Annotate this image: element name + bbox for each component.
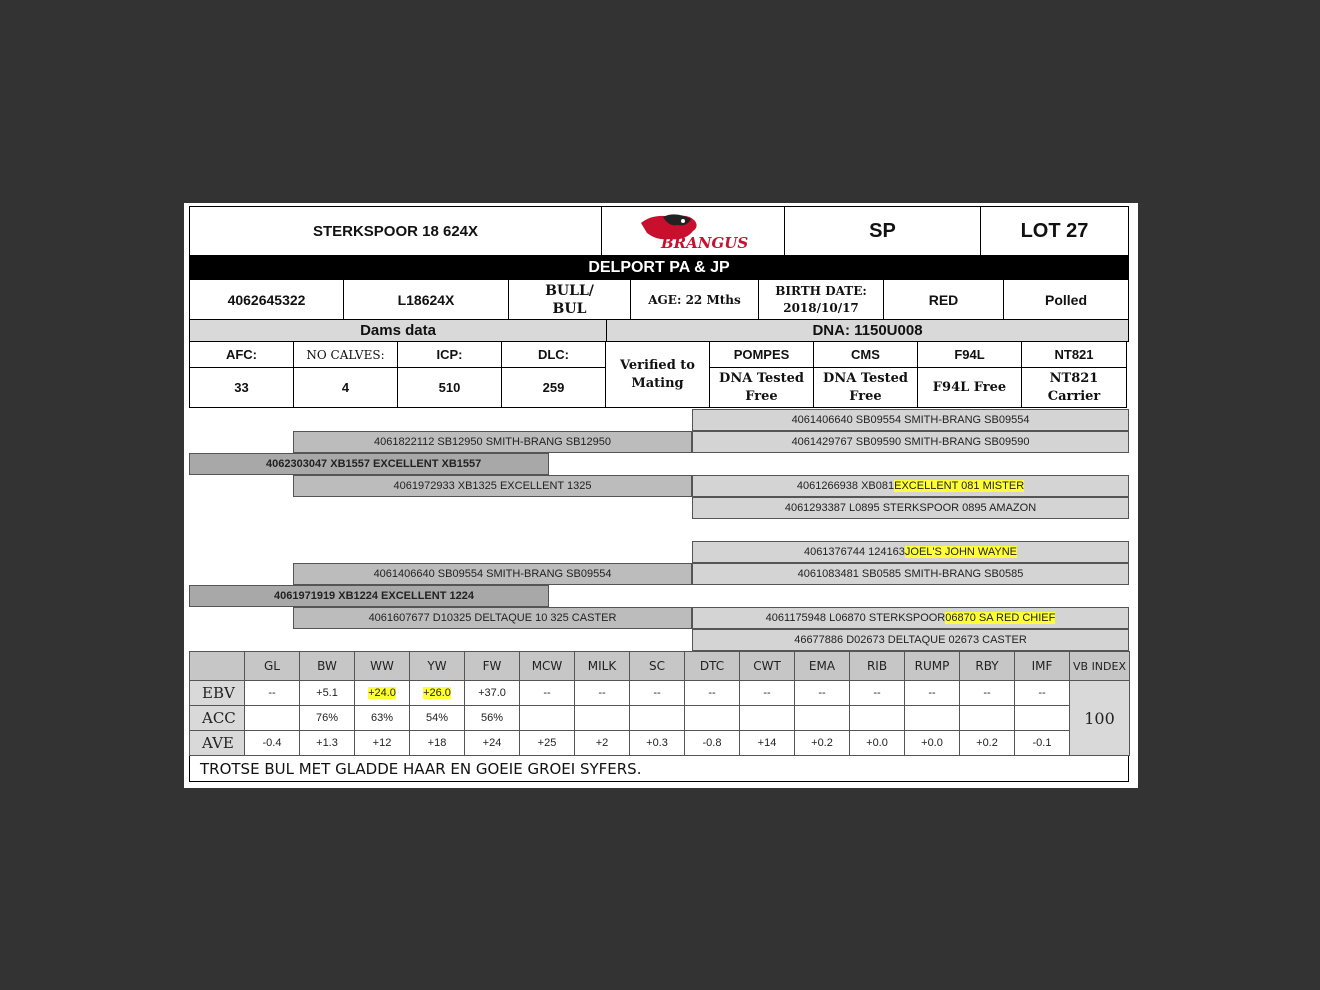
verified-to-mating: Verified to Mating	[606, 342, 710, 408]
ebv-column-header: RIB	[850, 652, 905, 681]
ebv-cell: +18	[410, 731, 465, 756]
ebv-cell	[355, 681, 410, 706]
ebv-cell: --	[575, 681, 630, 706]
ebv-cell	[795, 706, 850, 731]
animal-id: 4062645322	[190, 280, 344, 320]
ebv-cell: +12	[355, 731, 410, 756]
vb-index-header: VB INDEX	[1070, 652, 1130, 681]
ebv-cell	[1015, 706, 1070, 731]
ebv-cell: --	[960, 681, 1015, 706]
ebv-cell	[630, 706, 685, 731]
vb-index-value: 100	[1070, 681, 1130, 756]
pedigree-dam-dam: 4061607677 D10325 DELTAQUE 10 325 CASTER	[293, 607, 692, 629]
calves-value: 4	[294, 368, 398, 408]
ebv-cell	[575, 706, 630, 731]
ebv-column-header: RUMP	[905, 652, 960, 681]
sex: BULL/ BUL	[509, 280, 631, 320]
pedigree-dam: 4061971919 XB1224 EXCELLENT 1224	[189, 585, 549, 607]
ebv-cell: --	[795, 681, 850, 706]
highlighted-value: +24.0	[368, 687, 396, 699]
lot-number: LOT 27	[981, 206, 1128, 256]
ebv-cell: --	[520, 681, 575, 706]
animal-name: STERKSPOOR 18 624X	[190, 206, 602, 256]
pedigree-sire-sire: 4061822112 SB12950 SMITH-BRANG SB12950	[293, 431, 692, 453]
dna-test-name: POMPES	[710, 342, 814, 368]
ebv-cell: --	[685, 681, 740, 706]
bull-head-icon	[633, 211, 753, 251]
pedigree-sire-dam-dam: 4061293387 L0895 STERKSPOOR 0895 AMAZON	[692, 497, 1129, 519]
ebv-cell	[685, 706, 740, 731]
ebv-cell: 76%	[300, 706, 355, 731]
dlc-value: 259	[502, 368, 606, 408]
prefix-code: SP	[785, 206, 981, 256]
lot-card-sheet	[184, 203, 1138, 788]
ebv-column-header: BW	[300, 652, 355, 681]
ebv-cell: --	[630, 681, 685, 706]
ebv-cell: --	[905, 681, 960, 706]
calves-label: NO CALVES:	[294, 342, 398, 368]
pedigree-sire-sire-dam: 4061429767 SB09590 SMITH-BRANG SB09590	[692, 431, 1129, 453]
ebv-cell: +5.1	[300, 681, 355, 706]
ebv-row-label: ACC	[190, 706, 245, 731]
ebv-cell: +0.2	[795, 731, 850, 756]
svg-text:BRANGUS: BRANGUS	[661, 234, 749, 251]
pedigree-dam-sire-dam: 4061083481 SB0585 SMITH-BRANG SB0585	[692, 563, 1129, 585]
ebv-cell: +0.0	[905, 731, 960, 756]
ebv-column-header: FW	[465, 652, 520, 681]
ebv-column-header: GL	[245, 652, 300, 681]
highlighted-value: +26.0	[423, 687, 451, 699]
dna-header: DNA: 1150U008	[607, 320, 1128, 342]
ebv-column-header: SC	[630, 652, 685, 681]
ebv-cell: --	[1015, 681, 1070, 706]
pedigree-sire-dam: 4061972933 XB1325 EXCELLENT 1325	[293, 475, 692, 497]
ebv-column-header: MILK	[575, 652, 630, 681]
ebv-cell: -0.8	[685, 731, 740, 756]
ebv-cell: +14	[740, 731, 795, 756]
pedigree-dam-sire-sire: 4061376744 124163 JOEL'S JOHN WAYNE	[692, 541, 1129, 563]
ebv-row-label: AVE	[190, 731, 245, 756]
ebv-cell: +24	[465, 731, 520, 756]
ebv-cell	[850, 706, 905, 731]
ebv-cell: 63%	[355, 706, 410, 731]
pedigree-sire-sire-sire: 4061406640 SB09554 SMITH-BRANG SB09554	[692, 409, 1129, 431]
pedigree-sire-dam-sire: 4061266938 XB081 EXCELLENT 081 MISTER	[692, 475, 1129, 497]
ebv-cell	[520, 706, 575, 731]
dlc-label: DLC:	[502, 342, 606, 368]
ebv-column-header: YW	[410, 652, 465, 681]
dna-test-result: DNA Tested Free	[710, 368, 814, 408]
ebv-column-header: WW	[355, 652, 410, 681]
afc-value: 33	[190, 368, 294, 408]
ebv-row-label: EBV	[190, 681, 245, 706]
ebv-cell: +0.3	[630, 731, 685, 756]
ebv-column-header: MCW	[520, 652, 575, 681]
ebv-cell: +2	[575, 731, 630, 756]
horn-status: Polled	[1004, 280, 1128, 320]
ebv-cell	[740, 706, 795, 731]
registration: L18624X	[344, 280, 509, 320]
dna-test-name: CMS	[814, 342, 918, 368]
comment: TROTSE BUL MET GLADDE HAAR EN GOEIE GROEI SYFERS.	[189, 756, 1129, 782]
pedigree	[189, 409, 1129, 651]
afc-label: AFC:	[190, 342, 294, 368]
ebv-cell	[960, 706, 1015, 731]
pedigree-dam-dam-dam: 46677886 D02673 DELTAQUE 02673 CASTER	[692, 629, 1129, 651]
ebv-cell: --	[245, 681, 300, 706]
ebv-cell: +25	[520, 731, 575, 756]
pedigree-sire: 4062303047 XB1557 EXCELLENT XB1557	[189, 453, 549, 475]
ebv-column-header: EMA	[795, 652, 850, 681]
ebv-cell	[410, 681, 465, 706]
pedigree-dam-sire: 4061406640 SB09554 SMITH-BRANG SB09554	[293, 563, 692, 585]
lot-card	[189, 206, 1129, 782]
pedigree-dam-dam-sire: 4061175948 L06870 STERKSPOOR 06870 SA RED CHIEF	[692, 607, 1129, 629]
ebv-cell: 54%	[410, 706, 465, 731]
ebv-cell: -0.4	[245, 731, 300, 756]
dna-test-result: DNA Tested Free	[814, 368, 918, 408]
ebv-cell	[245, 706, 300, 731]
icp-label: ICP:	[398, 342, 502, 368]
dna-test-result: NT821 Carrier	[1022, 368, 1126, 408]
ebv-cell: +37.0	[465, 681, 520, 706]
ebv-cell	[905, 706, 960, 731]
age: AGE: 22 Mths	[631, 280, 759, 320]
birth-date: BIRTH DATE: 2018/10/17	[759, 280, 884, 320]
ebv-cell: +0.2	[960, 731, 1015, 756]
ebv-cell: +0.0	[850, 731, 905, 756]
dna-test-name: F94L	[918, 342, 1022, 368]
ebv-table	[189, 651, 1130, 756]
brangus-logo	[602, 206, 785, 256]
icp-value: 510	[398, 368, 502, 408]
ebv-corner	[190, 652, 245, 681]
dna-test-name: NT821	[1022, 342, 1126, 368]
ebv-column-header: RBY	[960, 652, 1015, 681]
ebv-column-header: DTC	[685, 652, 740, 681]
ebv-column-header: IMF	[1015, 652, 1070, 681]
dams-data-header: Dams data	[190, 320, 607, 342]
ebv-cell: -0.1	[1015, 731, 1070, 756]
owner-banner: DELPORT PA & JP	[189, 256, 1129, 280]
ebv-cell: --	[740, 681, 795, 706]
dna-test-result: F94L Free	[918, 368, 1022, 408]
ebv-cell: +1.3	[300, 731, 355, 756]
ebv-cell: 56%	[465, 706, 520, 731]
ebv-cell: --	[850, 681, 905, 706]
colour: RED	[884, 280, 1004, 320]
ebv-column-header: CWT	[740, 652, 795, 681]
